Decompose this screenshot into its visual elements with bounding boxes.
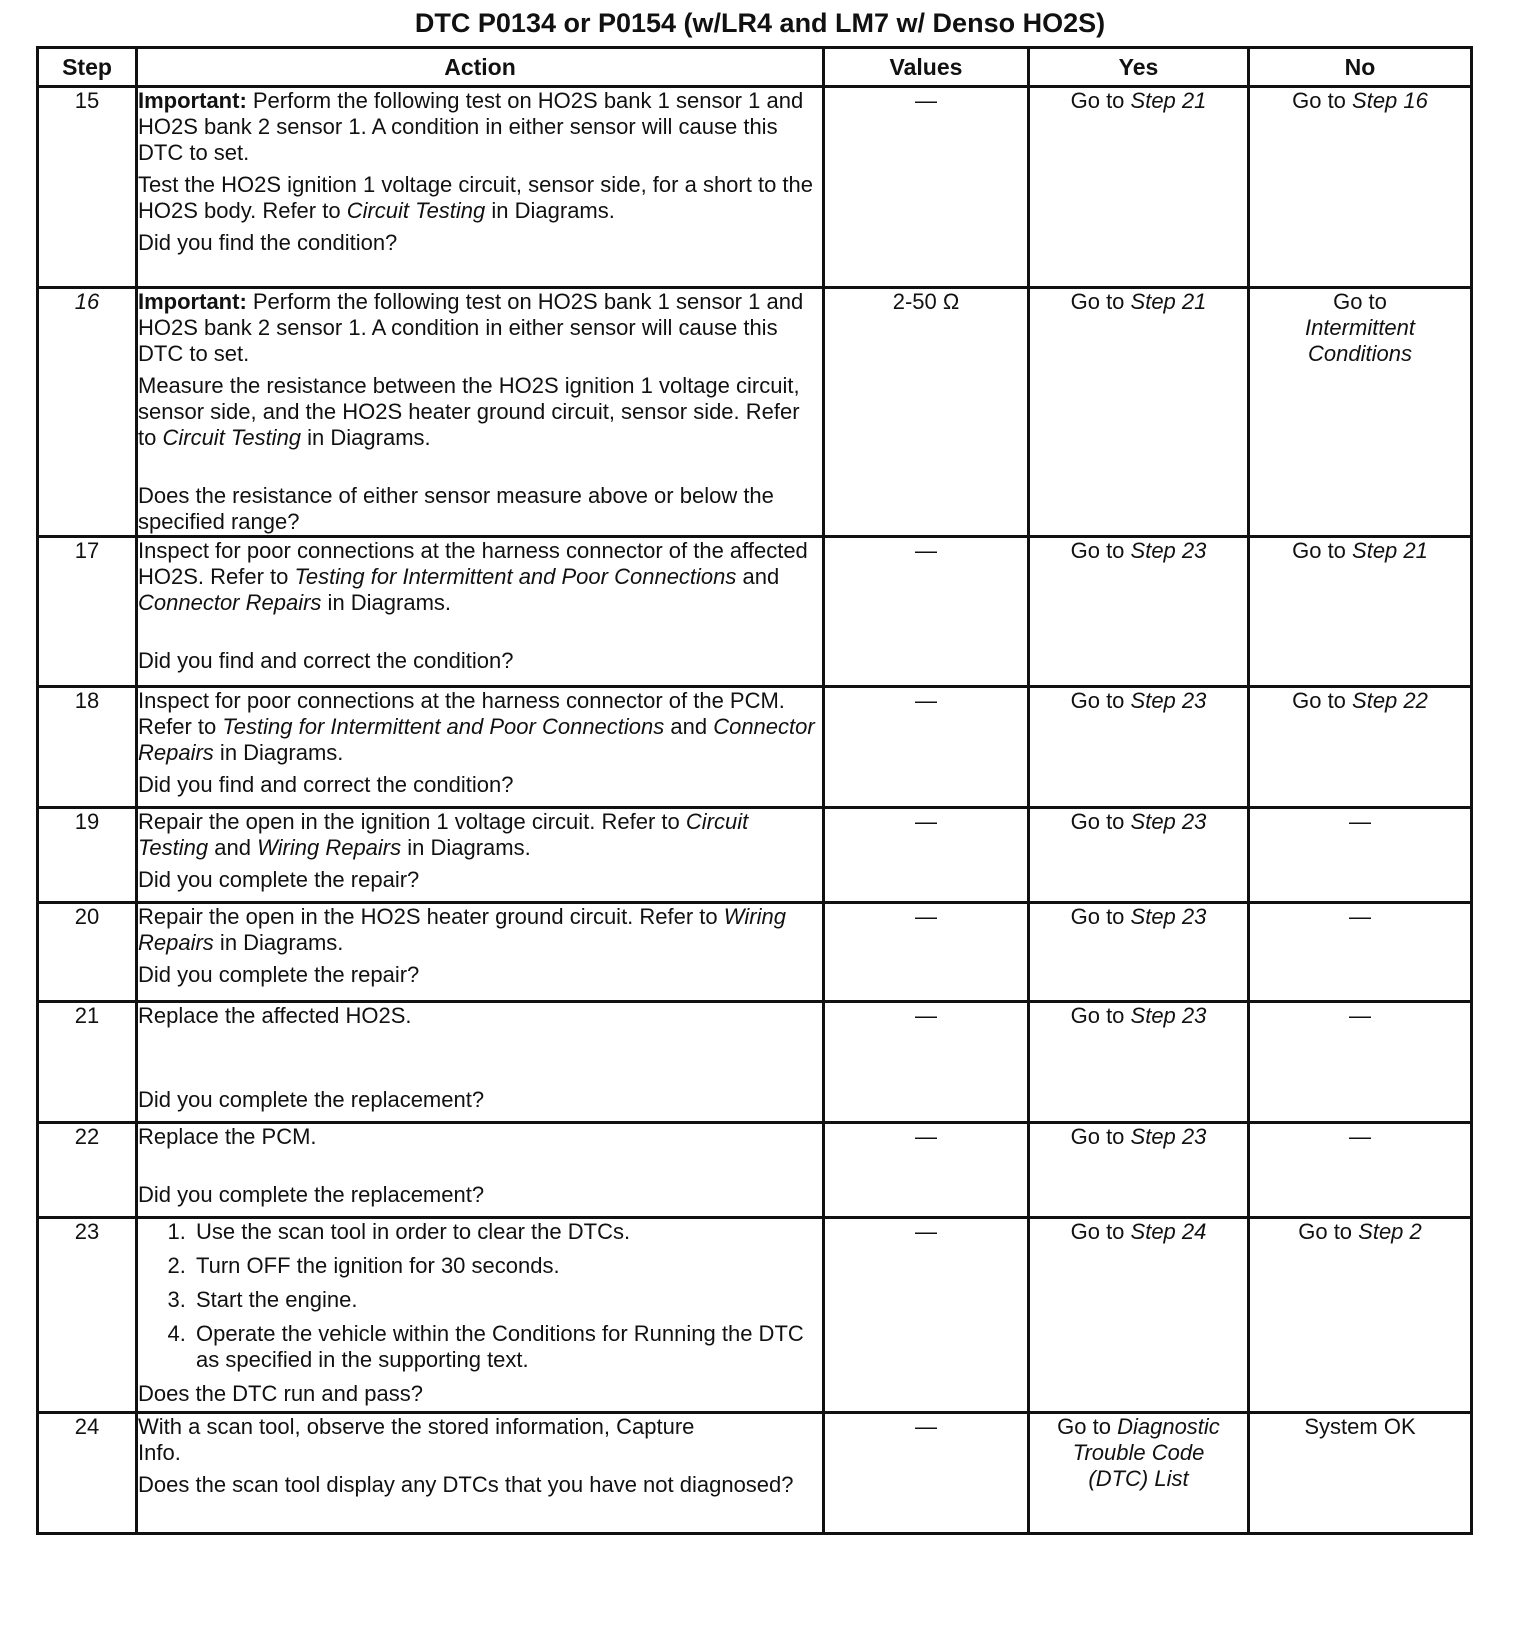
yes-cell <box>1029 288 1249 537</box>
no-cell <box>1249 687 1472 808</box>
step-number: 22 <box>38 1123 137 1218</box>
yes-cell <box>1029 808 1249 903</box>
reference-link[interactable]: Testing for Intermittent and Poor Connections <box>222 714 665 739</box>
action-cell <box>137 1123 824 1218</box>
reference-link[interactable]: Circuit Testing <box>162 425 302 450</box>
header-values: Values <box>824 48 1029 87</box>
important-note <box>138 88 822 166</box>
step-number: 19 <box>38 808 137 903</box>
values-cell: — <box>824 1413 1029 1534</box>
goto-prefix: Go to <box>1292 88 1353 113</box>
values-cell: — <box>824 87 1029 288</box>
goto-link[interactable]: Step 21 <box>1130 289 1207 314</box>
values-cell: — <box>824 903 1029 1002</box>
goto-prefix: Go to <box>1057 1414 1118 1439</box>
step-number: 20 <box>38 903 137 1002</box>
important-text: Perform the following test on HO2S bank 1 sensor 1 and HO2S bank 2 sensor 1. A condition in either sensor will cause this DTC to set. <box>138 88 804 165</box>
goto-prefix: Go to <box>1292 688 1353 713</box>
no-cell <box>1249 288 1472 537</box>
procedure-item: 4. Operate the vehicle within the Conditions for Running the DTC as specified in the supporting text. <box>192 1321 822 1373</box>
procedure-item: 1. Use the scan tool in order to clear the DTCs. <box>192 1219 822 1245</box>
no-cell <box>1249 537 1472 687</box>
no-cell: — <box>1249 1002 1472 1123</box>
action-text <box>138 538 822 616</box>
goto-link[interactable]: Step 22 <box>1352 688 1428 713</box>
important-note <box>138 289 822 367</box>
important-text: Perform the following test on HO2S bank 1 sensor 1 and HO2S bank 2 sensor 1. A condition in either sensor will cause this DTC to set. <box>138 289 804 366</box>
action-text <box>138 373 822 451</box>
procedure-item: 2. Turn OFF the ignition for 30 seconds. <box>192 1253 822 1279</box>
action-text <box>138 688 822 766</box>
action-question: Did you find and correct the condition? <box>138 772 514 797</box>
step-number: 21 <box>38 1002 137 1123</box>
action-text-part: in Diagrams. <box>485 198 615 223</box>
yes-cell <box>1029 1002 1249 1123</box>
table-row-step-21 <box>38 1002 1472 1123</box>
header-yes: Yes <box>1029 48 1249 87</box>
action-text-part: and <box>736 564 780 589</box>
action-text <box>138 809 822 861</box>
step-number: 16 <box>38 288 137 537</box>
step-number: 17 <box>38 537 137 687</box>
reference-link[interactable]: Testing for Intermittent and Poor Connections <box>294 564 737 589</box>
action-text-part: Inspect for poor connections at the harness connector of the PCM. Refer to <box>138 688 785 739</box>
reference-link[interactable]: Circuit Testing <box>346 198 486 223</box>
header-action: Action <box>137 48 824 87</box>
goto-link[interactable]: Step 23 <box>1130 809 1207 834</box>
goto-prefix: Go to <box>1333 289 1387 314</box>
goto-prefix: Go to <box>1070 1003 1131 1028</box>
goto-prefix: Go to <box>1292 538 1353 563</box>
action-text-part: in Diagrams. <box>213 930 344 955</box>
action-cell <box>137 87 824 288</box>
header-no: No <box>1249 48 1472 87</box>
action-cell <box>137 903 824 1002</box>
action-text: Replace the PCM. <box>138 1124 317 1149</box>
action-question: Did you find and correct the condition? <box>138 648 514 673</box>
document-title: DTC P0134 or P0154 (w/LR4 and LM7 w/ Denso HO2S) <box>414 8 1106 38</box>
no-cell: — <box>1249 808 1472 903</box>
goto-link[interactable]: Step 21 <box>1352 538 1428 563</box>
yes-cell <box>1029 537 1249 687</box>
table-row-step-18 <box>38 687 1472 808</box>
values-cell: — <box>824 1218 1029 1413</box>
important-label: Important: <box>138 289 247 314</box>
goto-prefix: Go to <box>1070 809 1131 834</box>
action-text-part: Measure the resistance between the HO2S ignition 1 voltage circuit, sensor side, and the HO2S heater ground circuit, sensor side. Refer to <box>138 373 800 450</box>
procedure-item: 3. Start the engine. <box>192 1287 822 1313</box>
action-question: Does the scan tool display any DTCs that you have not diagnosed? <box>138 1472 794 1497</box>
action-question: Does the DTC run and pass? <box>138 1381 423 1406</box>
goto-link[interactable]: Step 21 <box>1130 88 1207 113</box>
values-cell: — <box>824 1123 1029 1218</box>
action-question: Does the resistance of either sensor measure above or below the specified range? <box>138 483 774 534</box>
goto-link[interactable]: Intermittent Conditions <box>1304 315 1416 366</box>
diagnostic-table <box>36 46 1473 1535</box>
action-text-part: Repair the open in the HO2S heater ground circuit. Refer to <box>138 904 724 929</box>
procedure-list <box>138 1219 822 1373</box>
goto-link[interactable]: Step 23 <box>1130 538 1207 563</box>
step-number: 18 <box>38 687 137 808</box>
table-row-step-23 <box>38 1218 1472 1413</box>
goto-prefix: Go to <box>1070 289 1131 314</box>
goto-link[interactable]: Diagnostic Trouble Code (DTC) List <box>1072 1414 1220 1491</box>
action-cell <box>137 1218 824 1413</box>
action-text-part: Test the HO2S ignition 1 voltage circuit, sensor side, for a short to the HO2S body. Refer to <box>138 172 814 223</box>
goto-prefix: Go to <box>1070 1124 1131 1149</box>
yes-cell <box>1029 87 1249 288</box>
reference-link[interactable]: Wiring Repairs <box>138 904 786 955</box>
action-text-part: and <box>664 714 714 739</box>
values-cell: 2-50 Ω <box>824 288 1029 537</box>
action-text: Replace the affected HO2S. <box>138 1003 412 1028</box>
header-step: Step <box>38 48 137 87</box>
action-cell <box>137 288 824 537</box>
yes-cell <box>1029 1413 1249 1534</box>
no-cell <box>1249 87 1472 288</box>
goto-link[interactable]: Step 23 <box>1130 688 1207 713</box>
table-row-step-20 <box>38 903 1472 1002</box>
action-question: Did you complete the repair? <box>138 867 420 892</box>
action-cell <box>137 1413 824 1534</box>
action-cell <box>137 1002 824 1123</box>
action-text-part: Inspect for poor connections at the harness connector of the affected HO2S. Refer to <box>138 538 808 589</box>
values-cell: — <box>824 687 1029 808</box>
values-cell: — <box>824 808 1029 903</box>
action-question: Did you complete the replacement? <box>138 1182 485 1207</box>
goto-prefix: Go to <box>1298 1219 1359 1244</box>
yes-cell <box>1029 1123 1249 1218</box>
goto-link[interactable]: Step 16 <box>1352 88 1428 113</box>
no-cell: System OK <box>1249 1413 1472 1534</box>
table-row-step-19 <box>38 808 1472 903</box>
goto-link[interactable]: Step 24 <box>1130 1219 1207 1244</box>
reference-link[interactable]: Connector Repairs <box>138 714 815 765</box>
goto-prefix: Go to <box>1070 88 1131 113</box>
step-number: 23 <box>38 1218 137 1413</box>
action-text-part: in Diagrams. <box>301 425 431 450</box>
goto-link[interactable]: Step 2 <box>1358 1219 1422 1244</box>
action-text: With a scan tool, observe the stored information, Capture Info. <box>138 1414 695 1465</box>
action-text-part: in Diagrams. <box>401 835 531 860</box>
yes-cell <box>1029 687 1249 808</box>
table-row-step-24 <box>38 1413 1472 1534</box>
table-row-step-16 <box>38 288 1472 537</box>
action-cell <box>137 537 824 687</box>
no-cell: — <box>1249 1123 1472 1218</box>
no-cell <box>1249 1218 1472 1413</box>
table-row-step-15 <box>38 87 1472 288</box>
action-text <box>138 172 822 224</box>
reference-link[interactable]: Wiring Repairs <box>257 835 402 860</box>
goto-link[interactable]: Step 23 <box>1130 904 1207 929</box>
goto-prefix: Go to <box>1070 904 1131 929</box>
action-text <box>138 904 822 956</box>
goto-prefix: Go to <box>1070 1219 1131 1244</box>
action-text-part: and <box>208 835 258 860</box>
step-number: 15 <box>38 87 137 288</box>
values-cell: — <box>824 1002 1029 1123</box>
action-question: Did you complete the repair? <box>138 962 420 987</box>
table-header-row <box>38 48 1472 87</box>
goto-link[interactable]: Step 23 <box>1130 1124 1207 1149</box>
table-row-step-17 <box>38 537 1472 687</box>
reference-link[interactable]: Connector Repairs <box>138 590 322 615</box>
action-question: Did you find the condition? <box>138 230 398 255</box>
goto-prefix: Go to <box>1070 688 1131 713</box>
no-cell: — <box>1249 903 1472 1002</box>
action-cell <box>137 808 824 903</box>
step-number: 24 <box>38 1413 137 1534</box>
action-text-part: Repair the open in the ignition 1 voltage circuit. Refer to <box>138 809 686 834</box>
yes-cell <box>1029 903 1249 1002</box>
goto-link[interactable]: Step 23 <box>1130 1003 1207 1028</box>
action-text-part: in Diagrams. <box>213 740 344 765</box>
yes-cell <box>1029 1218 1249 1413</box>
reference-link[interactable]: Circuit Testing <box>138 809 749 860</box>
values-cell: — <box>824 537 1029 687</box>
goto-prefix: Go to <box>1070 538 1131 563</box>
action-cell <box>137 687 824 808</box>
table-row-step-22 <box>38 1123 1472 1218</box>
action-question: Did you complete the replacement? <box>138 1087 485 1112</box>
action-text-part: in Diagrams. <box>321 590 452 615</box>
important-label: Important: <box>138 88 247 113</box>
